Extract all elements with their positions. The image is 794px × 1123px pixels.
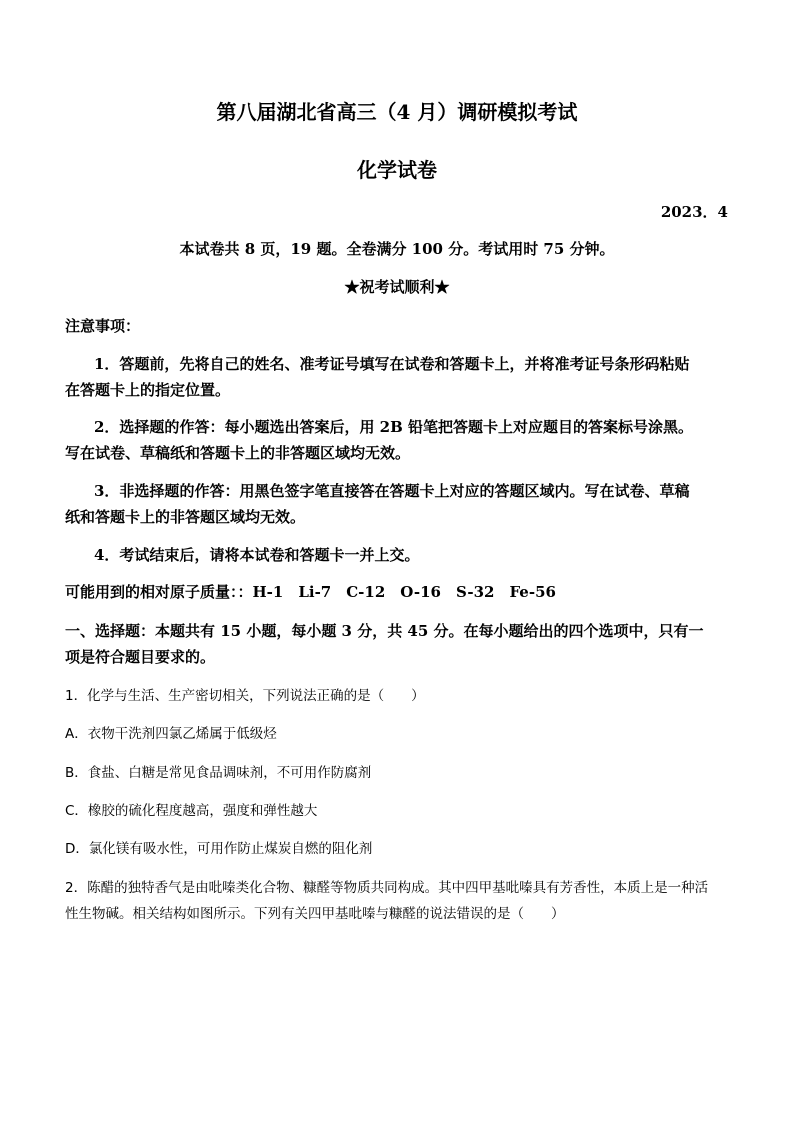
question-2-stem-line2: 性生物碱。相关结构如图所示。下列有关四甲基吡嗪与糠醛的说法错误的是（ ） [65, 906, 565, 922]
question-1-option-b: B．食盐、白糖是常见食品调味剂，不可用作防腐剂 [65, 765, 372, 781]
note-item-3-line1: 3．非选择题的作答：用黑色签字笔直接答在答题卡上对应的答题区域内。写在试卷、草稿 [94, 482, 690, 500]
note-item-4: 4．考试结束后，请将本试卷和答题卡一并上交。 [94, 546, 420, 564]
note-item-2-line1: 2．选择题的作答：每小题选出答案后，用 2B 铅笔把答题卡上对应题目的答案标号涂黑。 [94, 418, 694, 436]
question-1-option-a: A．衣物干洗剂四氯乙烯属于低级烃 [65, 726, 277, 742]
question-2-stem-line1: 2．陈醋的独特香气是由吡嗪类化合物、糠醛等物质共同构成。其中四甲基吡嗪具有芳香性，本质上是一种活 [65, 880, 709, 896]
section-one-line2: 项是符合题目要求的。 [65, 648, 216, 666]
question-1-stem: 1．化学与生活、生产密切相关，下列说法正确的是（ ） [65, 688, 425, 704]
note-item-1-line1: 1．答题前，先将自己的姓名、准考证号填写在试卷和答题卡上，并将准考证号条形码粘贴 [94, 355, 690, 373]
question-1-option-c: C．橡胶的硫化程度越高，强度和弹性越大 [65, 803, 318, 819]
note-item-1-line2: 在答题卡上的指定位置。 [65, 381, 231, 399]
atomic-masses: 可能用到的相对原子质量：：H-1 Li-7 C-12 O-16 S-32 Fe-56 [65, 583, 556, 601]
section-one-line1: 一、选择题：本题共有 15 小题，每小题 3 分，共 45 分。在每小题给出的四个选项中，只有一 [65, 622, 704, 640]
notes-heading: 注意事项： [65, 317, 141, 335]
exam-title: 第八届湖北省高三（4 月）调研模拟考试 [216, 100, 578, 124]
exam-date: 2023．4 [660, 203, 728, 221]
exam-subtitle: 化学试卷 [357, 158, 437, 182]
note-item-3-line2: 纸和答题卡上的非答题区域均无效。 [65, 508, 306, 526]
note-item-2-line2: 写在试卷、草稿纸和答题卡上的非答题区域均无效。 [65, 444, 411, 462]
exam-info: 本试卷共 8 页，19 题。全卷满分 100 分。考试用时 75 分钟。 [179, 240, 615, 258]
blessing: ★祝考试顺利★ [344, 278, 450, 296]
question-1-option-d: D．氯化镁有吸水性，可用作防止煤炭自燃的阻化剂 [65, 841, 373, 857]
